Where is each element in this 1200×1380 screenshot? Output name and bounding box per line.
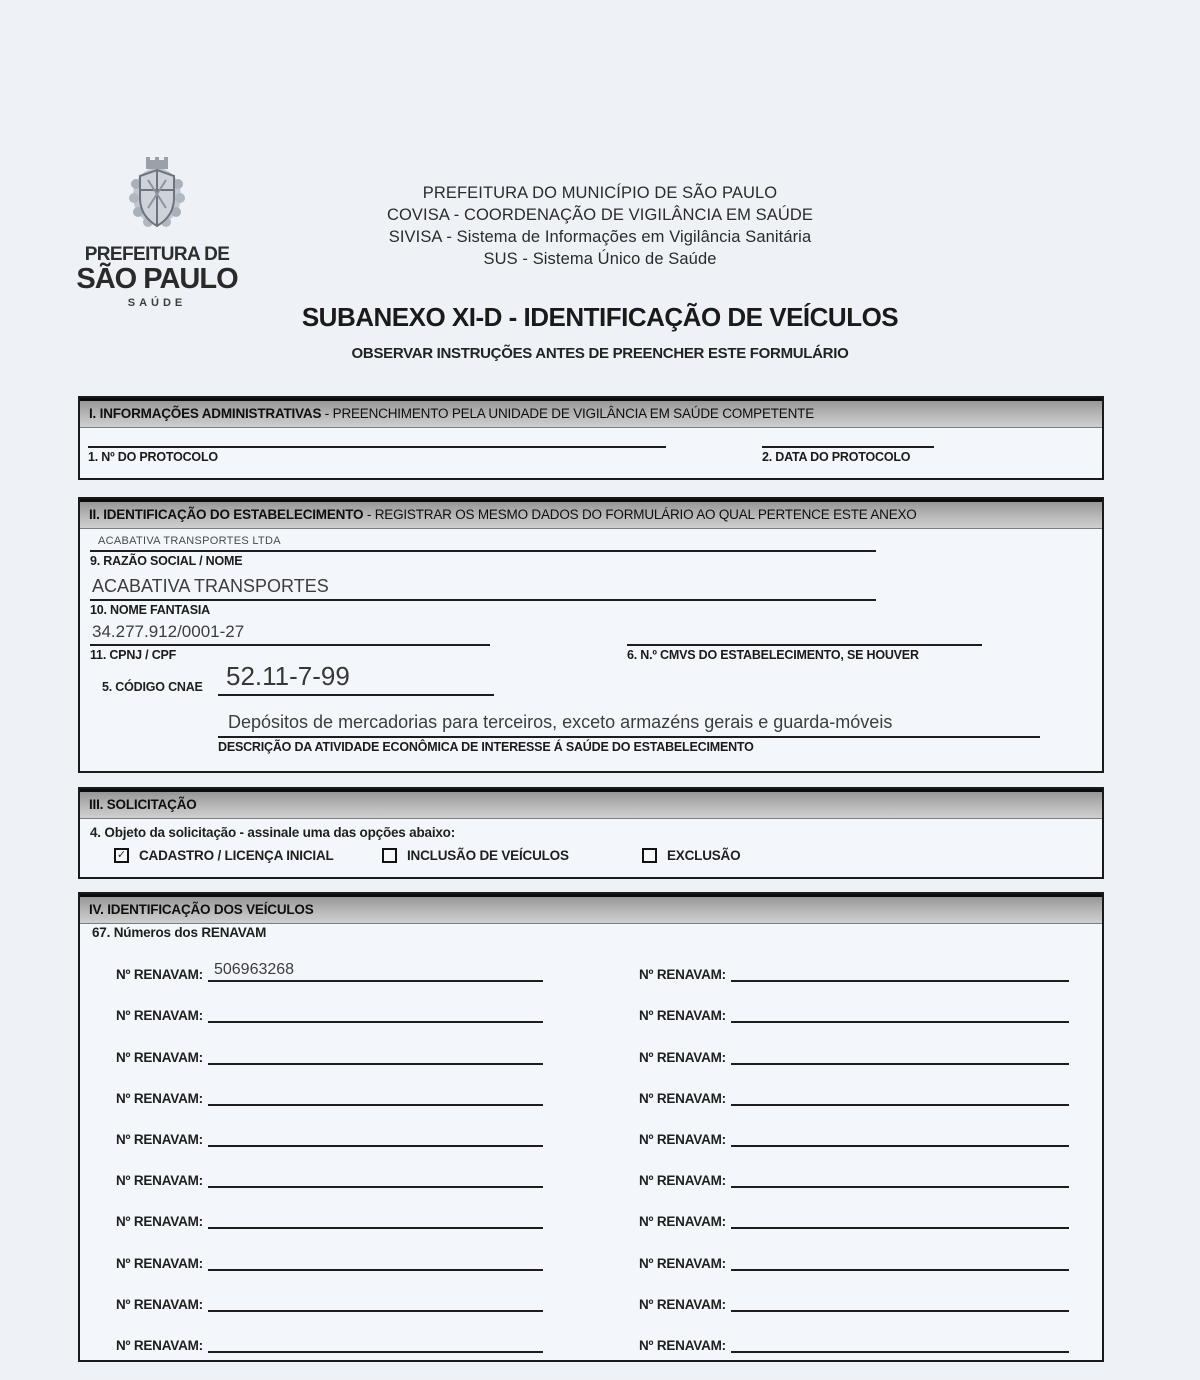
renavam-entry bbox=[80, 1195, 591, 1236]
section-vehicle-heading bbox=[80, 894, 1102, 924]
razao-social-line bbox=[90, 533, 876, 552]
renavam-label: Nº RENAVAM: bbox=[639, 1173, 726, 1189]
renavam-entry bbox=[591, 948, 1102, 989]
renavam-entry bbox=[591, 1113, 1102, 1154]
atividade-label: DESCRIÇÃO DA ATIVIDADE ECONÔMICA DE INTERESSE Á SAÚDE DO ESTABELECIMENTO bbox=[218, 740, 754, 754]
renavam-label: Nº RENAVAM: bbox=[116, 1049, 203, 1065]
renavam-label: Nº RENAVAM: bbox=[116, 1132, 203, 1147]
renavam-line bbox=[731, 1170, 1069, 1188]
cnpj-field bbox=[90, 621, 490, 662]
nome-fantasia-line bbox=[90, 575, 876, 601]
option-inclusao-de-veiculos bbox=[382, 848, 569, 863]
option-exclusao bbox=[642, 848, 740, 863]
renavam-line bbox=[731, 1005, 1069, 1023]
org-header-line: SUS - Sistema Único de Saúde bbox=[483, 250, 717, 268]
solicitacao-question: 4. Objeto da solicitação - assinale uma das opções abaixo: bbox=[90, 825, 456, 840]
city-hall-logo bbox=[72, 156, 242, 309]
renavam-label: Nº RENAVAM: bbox=[639, 1338, 726, 1353]
renavam-entry bbox=[591, 1154, 1102, 1195]
renavam-label: Nº RENAVAM: bbox=[639, 1132, 726, 1147]
renavam-entry bbox=[591, 989, 1102, 1030]
cnpj-value: 34.277.912/0001-27 bbox=[92, 622, 245, 641]
renavam-label: Nº RENAVAM: bbox=[116, 967, 203, 983]
renavam-line bbox=[208, 1005, 543, 1023]
option-label: EXCLUSÃO bbox=[667, 848, 741, 863]
renavam-entry bbox=[80, 1113, 591, 1154]
section-heading-strong: II. IDENTIFICAÇÃO DO ESTABELECIMENTO bbox=[89, 507, 364, 522]
renavam-label: Nº RENAVAM: bbox=[116, 1173, 203, 1189]
cnae-value: 52.11-7-99 bbox=[226, 661, 350, 691]
renavam-label: Nº RENAVAM: bbox=[639, 967, 726, 983]
cnae-field bbox=[218, 661, 494, 696]
razao-social-value: ACABATIVA TRANSPORTES LTDA bbox=[98, 535, 281, 547]
check-icon: ✓ bbox=[116, 849, 127, 861]
section-heading-strong: I. INFORMAÇÕES ADMINISTRATIVAS bbox=[89, 406, 322, 421]
renavam-label: Nº RENAVAM: bbox=[116, 1296, 203, 1312]
form-title: SUBANEXO XI-D - IDENTIFICAÇÃO DE VEÍCULOS bbox=[301, 302, 899, 332]
cnae-label: 5. CÓDIGO CNAE bbox=[102, 680, 203, 694]
renavam-label: Nº RENAVAM: bbox=[116, 1255, 203, 1271]
data-protocolo-line bbox=[762, 428, 934, 448]
renavam-line bbox=[208, 1253, 543, 1271]
renavam-line bbox=[208, 1170, 543, 1188]
cmvs-field bbox=[627, 621, 982, 662]
renavam-label: Nº RENAVAM: bbox=[639, 1090, 726, 1106]
renavam-line bbox=[208, 961, 543, 982]
org-header-line: PREFEITURA DO MUNICÍPIO DE SÃO PAULO bbox=[422, 184, 778, 202]
renavam-line bbox=[208, 1335, 543, 1353]
renavam-entry bbox=[80, 1030, 591, 1071]
renavam-grid bbox=[80, 948, 1102, 1360]
renavam-line bbox=[731, 1253, 1069, 1271]
section-vehicle-id bbox=[78, 892, 1104, 1362]
renavam-entry bbox=[80, 1154, 591, 1195]
renavam-entry bbox=[591, 1030, 1102, 1071]
section-heading-note: - REGISTRAR OS MESMO DADOS DO FORMULÁRIO AO QUAL PERTENCE ESTE ANEXO bbox=[363, 507, 917, 522]
renavam-line bbox=[731, 1211, 1069, 1229]
option-cadastro-licenca-inicial bbox=[114, 848, 334, 863]
section-establishment-id bbox=[78, 497, 1104, 773]
org-header-line: COVISA - COORDENAÇÃO DE VIGILÂNCIA EM SAÚDE bbox=[386, 206, 814, 224]
atividade-value: Depósitos de mercadorias para terceiros, exceto armazéns gerais e guarda-móveis bbox=[228, 712, 893, 732]
renavam-line bbox=[731, 1335, 1069, 1353]
renavam-value: 506963268 bbox=[213, 961, 295, 979]
renavam-label: Nº RENAVAM: bbox=[639, 1296, 726, 1312]
renavam-line bbox=[208, 1088, 543, 1106]
section-solicitacao-heading bbox=[80, 789, 1102, 819]
renavam-line bbox=[731, 1129, 1069, 1147]
renavam-entry bbox=[591, 1072, 1102, 1113]
renavam-line bbox=[208, 1211, 543, 1229]
renavam-label: Nº RENAVAM: bbox=[639, 1049, 726, 1065]
logo-line-saude: SAÚDE bbox=[127, 297, 187, 309]
checkbox bbox=[114, 848, 129, 863]
form-subtitle: OBSERVAR INSTRUÇÕES ANTES DE PREENCHER ESTE FORMULÁRIO bbox=[351, 345, 849, 362]
cnae-line bbox=[218, 661, 494, 696]
logo-line-sao-paulo: SÃO PAULO bbox=[76, 263, 238, 295]
section-heading-note: - PREENCHIMENTO PELA UNIDADE DE VIGILÂNCIA EM SAÚDE COMPETENTE bbox=[321, 406, 814, 421]
cnpj-line bbox=[90, 621, 490, 646]
renavam-label: Nº RENAVAM: bbox=[116, 1214, 203, 1230]
protocolo-label: 1. Nº DO PROTOCOLO bbox=[88, 450, 218, 464]
data-protocolo-field bbox=[762, 428, 934, 464]
renavam-line bbox=[208, 1129, 543, 1147]
renavam-label: Nº RENAVAM: bbox=[116, 1090, 203, 1106]
renavam-label: Nº RENAVAM: bbox=[639, 1214, 726, 1230]
option-label: INCLUSÃO DE VEÍCULOS bbox=[407, 848, 569, 863]
renavam-entry bbox=[80, 1319, 591, 1360]
nome-fantasia-field bbox=[90, 575, 876, 617]
renavam-entry bbox=[80, 1236, 591, 1277]
section-establishment-heading bbox=[80, 499, 1102, 529]
renavam-entry bbox=[80, 989, 591, 1030]
org-header-line: SIVISA - Sistema de Informações em Vigilância Sanitária bbox=[388, 228, 812, 246]
section-solicitacao bbox=[78, 787, 1104, 879]
renavam-line bbox=[208, 1047, 543, 1065]
renavam-label: Nº RENAVAM: bbox=[639, 1255, 726, 1271]
atividade-field bbox=[218, 711, 1040, 754]
renavam-label: Nº RENAVAM: bbox=[116, 1338, 203, 1353]
cmvs-label: 6. N.º CMVS DO ESTABELECIMENTO, SE HOUVER bbox=[627, 648, 919, 662]
renavam-line bbox=[731, 1294, 1069, 1312]
renavam-numbers-label: 67. Números dos RENAVAM bbox=[92, 925, 267, 940]
renavam-entry bbox=[591, 1319, 1102, 1360]
protocolo-line bbox=[88, 428, 666, 448]
data-protocolo-label: 2. DATA DO PROTOCOLO bbox=[762, 450, 911, 464]
checkbox bbox=[642, 848, 657, 863]
logo-line-prefeitura: PREFEITURA DE bbox=[84, 244, 230, 265]
atividade-line bbox=[218, 711, 1040, 738]
section-heading-strong: III. SOLICITAÇÃO bbox=[89, 797, 197, 812]
sao-paulo-coat-of-arms-icon bbox=[126, 156, 188, 240]
renavam-label: Nº RENAVAM: bbox=[116, 1008, 203, 1024]
option-label: CADASTRO / LICENÇA INICIAL bbox=[139, 848, 334, 863]
renavam-line bbox=[208, 1294, 543, 1312]
razao-social-label: 9. RAZÃO SOCIAL / NOME bbox=[90, 554, 243, 568]
renavam-line bbox=[731, 964, 1069, 982]
renavam-entry bbox=[80, 1072, 591, 1113]
org-header bbox=[330, 182, 870, 270]
protocolo-field bbox=[88, 428, 666, 464]
renavam-entry bbox=[591, 1195, 1102, 1236]
renavam-entry bbox=[80, 948, 591, 989]
renavam-line bbox=[731, 1047, 1069, 1065]
renavam-label: Nº RENAVAM: bbox=[639, 1008, 726, 1024]
section-administrative-info bbox=[78, 396, 1104, 480]
section-administrative-heading bbox=[80, 398, 1102, 428]
renavam-line bbox=[731, 1088, 1069, 1106]
section-heading-strong: IV. IDENTIFICAÇÃO DOS VEÍCULOS bbox=[89, 902, 314, 917]
nome-fantasia-label: 10. NOME FANTASIA bbox=[90, 603, 210, 617]
nome-fantasia-value: ACABATIVA TRANSPORTES bbox=[92, 576, 329, 596]
renavam-entry bbox=[591, 1236, 1102, 1277]
razao-social-field bbox=[90, 533, 876, 568]
renavam-entry bbox=[591, 1278, 1102, 1319]
renavam-entry bbox=[80, 1278, 591, 1319]
cnpj-label: 11. CPNJ / CPF bbox=[90, 648, 177, 662]
cmvs-line bbox=[627, 621, 982, 646]
checkbox bbox=[382, 848, 397, 863]
